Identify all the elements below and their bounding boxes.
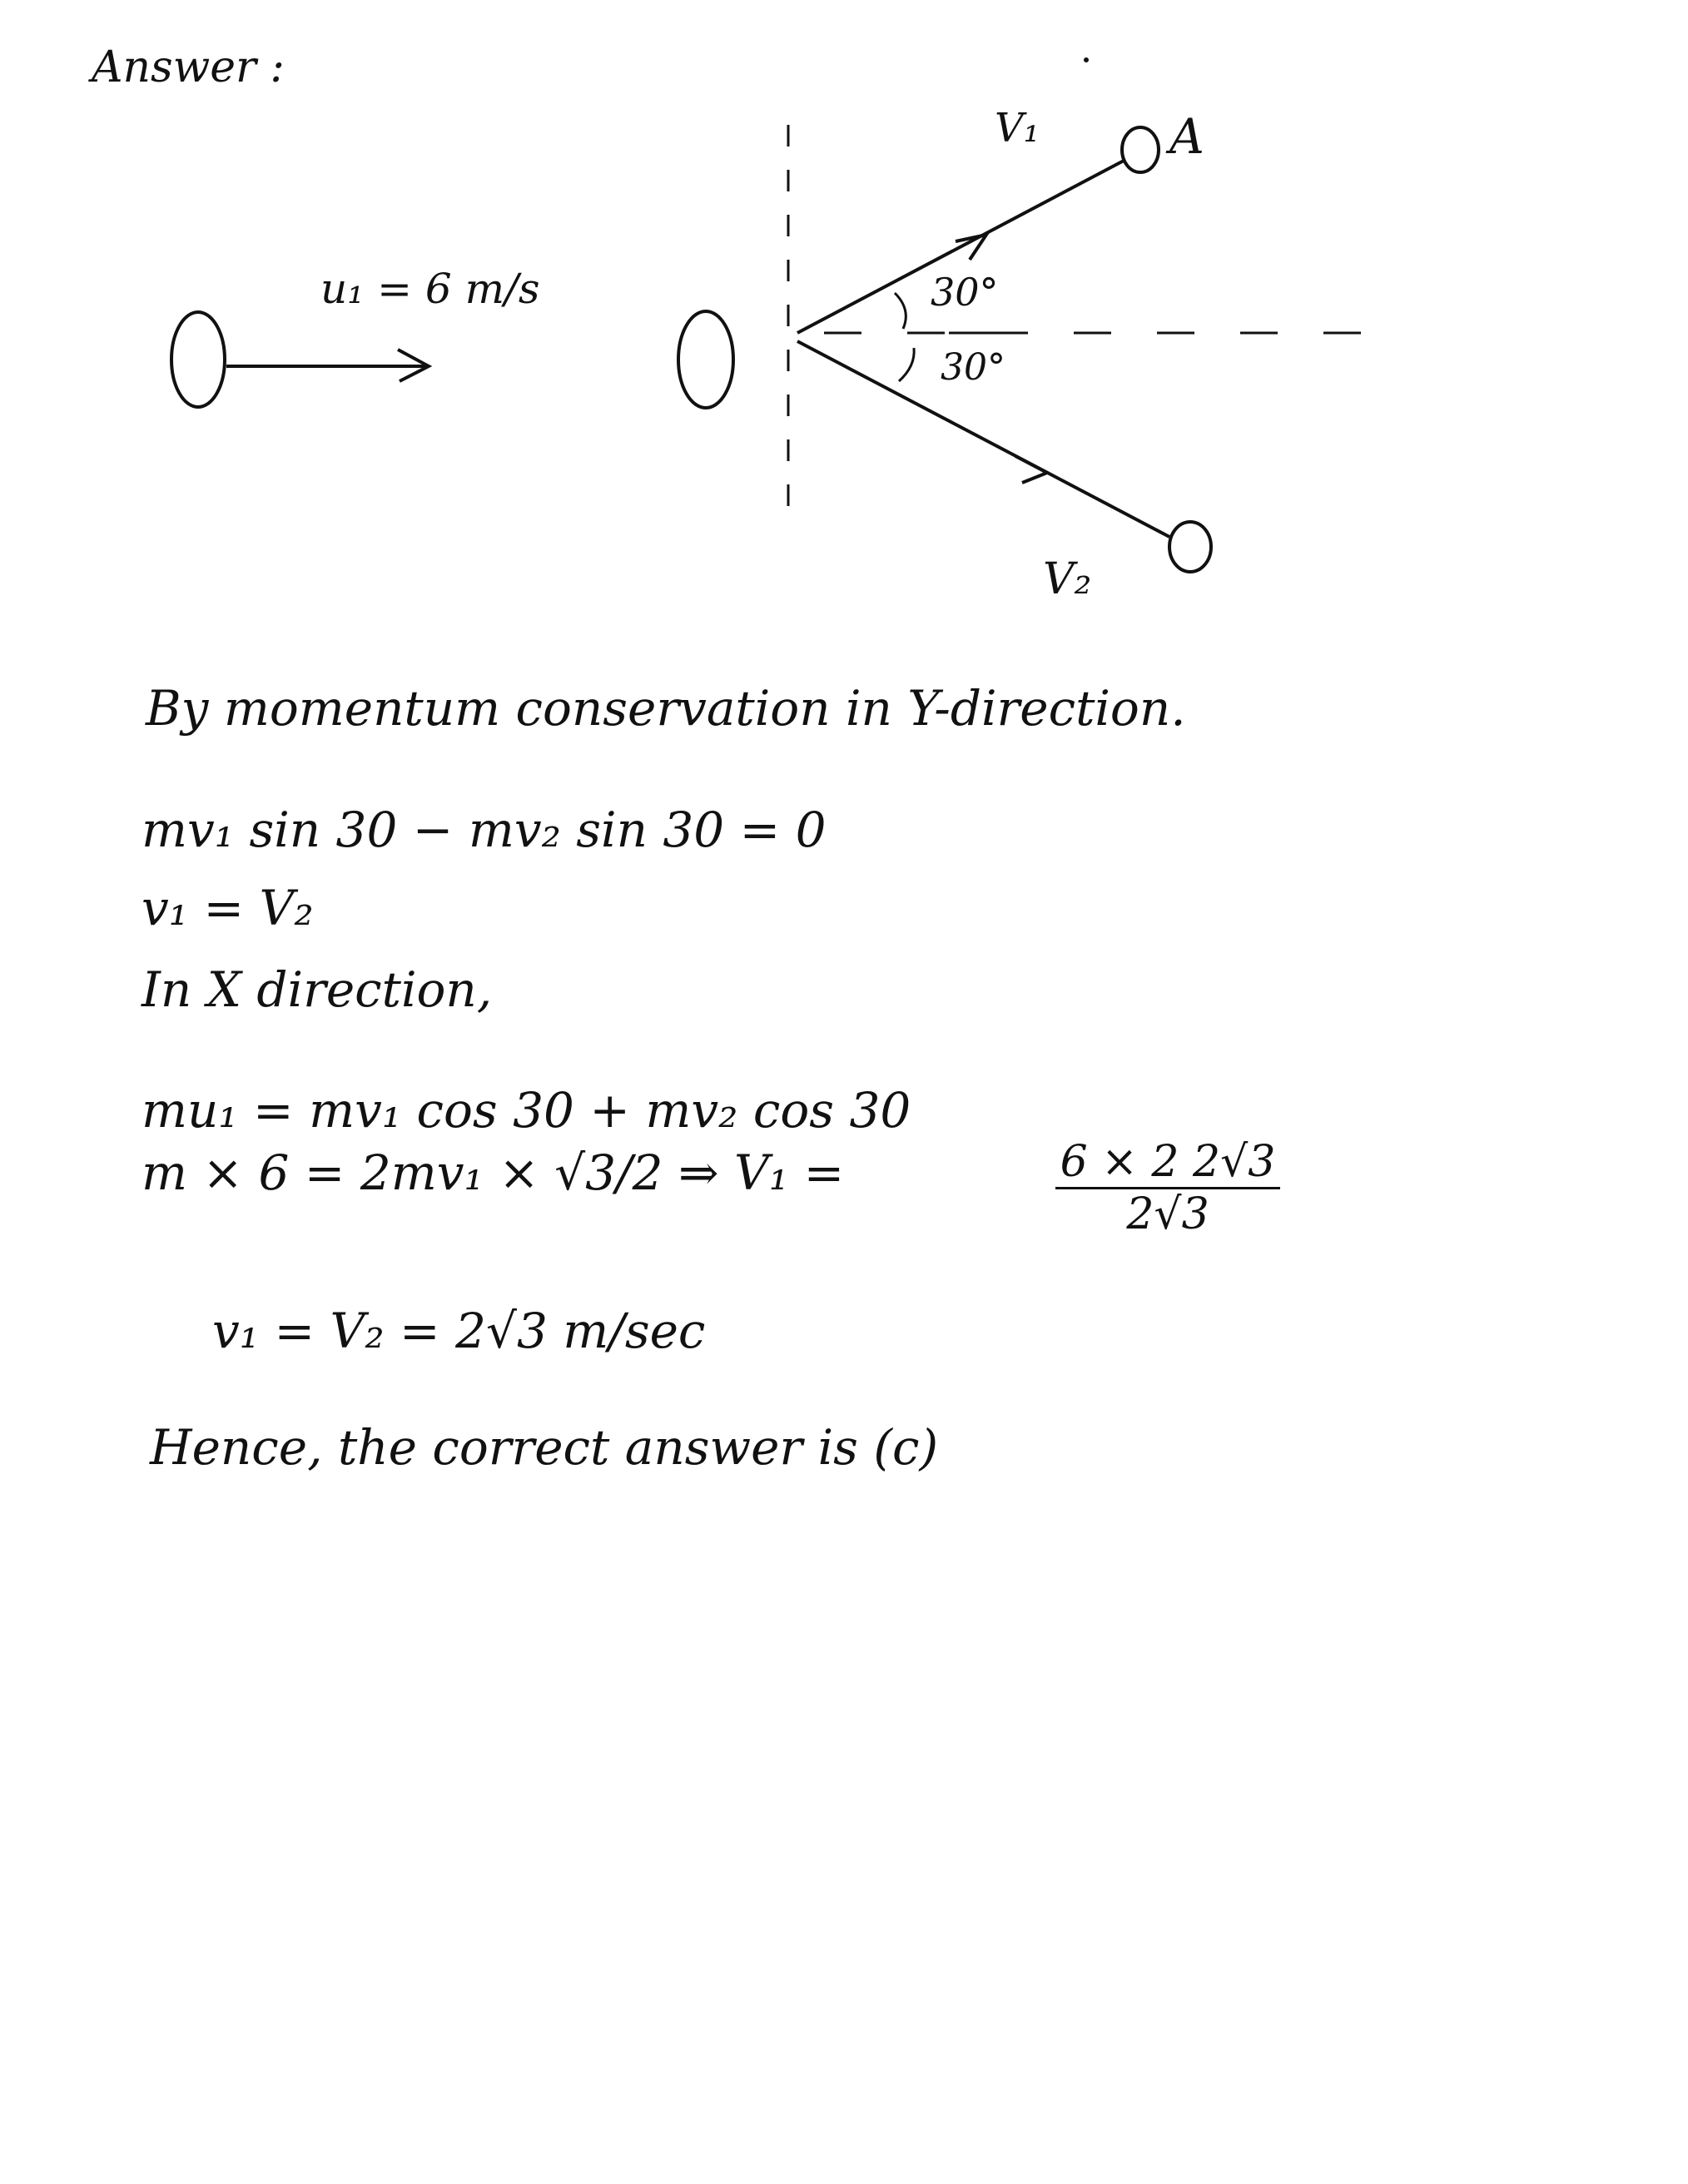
solution-line-1: By momentum conservation in Y-direction. xyxy=(146,680,1186,737)
solution-line-4: In X direction, xyxy=(141,961,493,1018)
label-v1: V₁ xyxy=(995,105,1040,151)
solution-line-6: m × 6 = 2mv₁ × √3/2 ⇒ V₁ = xyxy=(141,1144,845,1201)
ball-a xyxy=(1122,127,1159,172)
solution-line-7: v₁ = V₂ = 2√3 m/sec xyxy=(212,1303,706,1359)
angle-arc-bottom xyxy=(899,348,914,381)
angle-label-bottom: 30° xyxy=(941,346,1005,389)
final-answer-line: Hence, the correct answer is (c) xyxy=(150,1419,939,1476)
ball-b xyxy=(1169,522,1211,572)
solution-line-3: v₁ = V₂ xyxy=(141,880,314,936)
solution-line-2: mv₁ sin 30 − mv₂ sin 30 = 0 xyxy=(141,802,827,858)
fraction-numerator: 6 × 2 2√3 xyxy=(1060,1137,1276,1187)
fraction-v1 xyxy=(1055,1137,1280,1239)
answer-heading: Answer : xyxy=(92,42,285,92)
label-u1: u₁ = 6 m/s xyxy=(320,265,540,313)
angle-label-top: 30° xyxy=(931,270,999,315)
label-v2: V₂ xyxy=(1043,554,1092,604)
incoming-ball xyxy=(171,312,225,407)
label-a: A xyxy=(1169,108,1204,165)
fraction-denominator: 2√3 xyxy=(1126,1189,1209,1239)
collision-diagram xyxy=(0,0,1688,666)
stray-dot xyxy=(1084,57,1089,62)
target-ball xyxy=(678,311,733,408)
solution-line-5: mu₁ = mv₁ cos 30 + mv₂ cos 30 xyxy=(141,1082,911,1139)
angle-arc-top xyxy=(895,293,906,329)
